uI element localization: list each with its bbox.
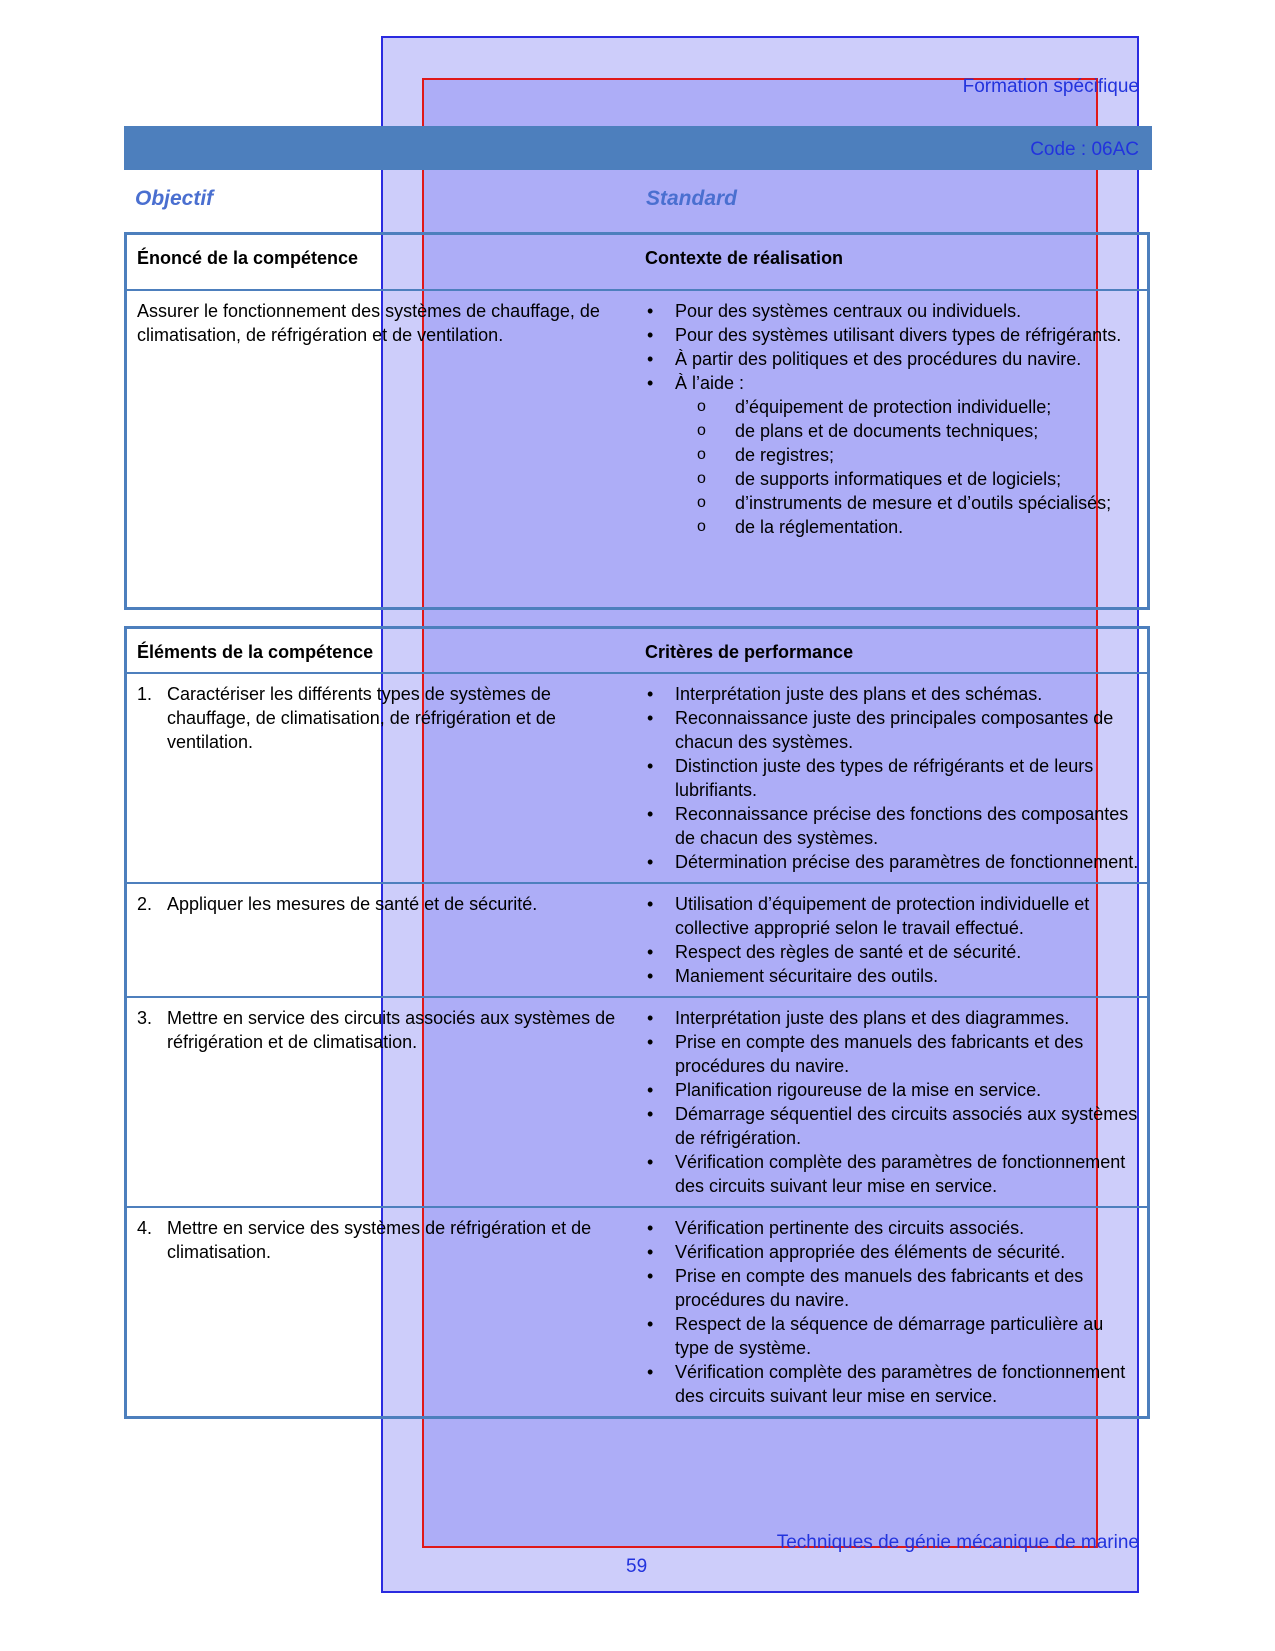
element-cell	[126, 883, 636, 997]
criteria-cell	[635, 997, 1149, 1207]
list-item: • Distinction juste des types de réfrigérants et de leurs lubrifiants.	[645, 754, 1139, 802]
statement-body-row	[126, 290, 1149, 609]
element-text: Mettre en service des circuits associés aux systèmes de réfrigération et de climatisation.	[167, 1008, 616, 1052]
element-cell	[126, 673, 636, 883]
list-item: • Utilisation d’équipement de protection individuelle et collective approprié selon le travail effectué.	[645, 892, 1139, 940]
list-item: • Reconnaissance précise des fonctions des composantes de chacun des systèmes.	[645, 802, 1139, 850]
list-item-text: À l’aide :	[675, 372, 745, 393]
statement-header-row	[126, 234, 1149, 290]
table-row	[126, 997, 1149, 1207]
list-item: • Respect des règles de santé et de sécurité.	[645, 940, 1139, 964]
list-item	[645, 371, 1139, 539]
list-item: • Respect de la séquence de démarrage particulière au type de système.	[645, 1312, 1139, 1360]
sub-list-item: o de plans et de documents techniques;	[697, 419, 1139, 443]
sub-list-item: o de supports informatiques et de logiciels;	[697, 467, 1139, 491]
list-item: • Interprétation juste des plans et des diagrammes.	[645, 1006, 1139, 1030]
list-item: • Démarrage séquentiel des circuits associés aux systèmes de réfrigération.	[645, 1102, 1139, 1150]
criteria-list	[645, 1006, 1139, 1198]
criteria-list	[645, 892, 1139, 988]
page-number: 59	[626, 1556, 648, 1577]
list-item: • Vérification complète des paramètres de fonctionnement des circuits suivant leur mise en service.	[645, 1360, 1139, 1408]
criteria-cell	[635, 1207, 1149, 1418]
element-text: Caractériser les différents types de systèmes de chauffage, de climatisation, de réfrigération et de ventilation.	[167, 684, 556, 752]
context-sublist	[675, 395, 1139, 539]
sub-list-item: o de la réglementation.	[697, 515, 1139, 539]
criteria-list	[645, 1216, 1139, 1408]
statement-table	[124, 232, 1150, 610]
list-item: • À partir des politiques et des procédures du navire.	[645, 347, 1139, 371]
list-item: • Pour des systèmes utilisant divers types de réfrigérants.	[645, 323, 1139, 347]
element-cell	[126, 997, 636, 1207]
statement-col-header: Énoncé de la compétence	[126, 234, 636, 290]
element-number: 1.	[137, 684, 153, 704]
program-title: Techniques de génie mécanique de marine	[776, 1532, 1139, 1553]
title-bar	[124, 126, 1152, 170]
context-col-header: Contexte de réalisation	[635, 234, 1149, 290]
table-row	[126, 1207, 1149, 1418]
element-text: Mettre en service des systèmes de réfrigération et de climatisation.	[167, 1218, 592, 1262]
table-row	[126, 673, 1149, 883]
table-row	[126, 883, 1149, 997]
element-number: 3.	[137, 1008, 153, 1028]
list-item: • Détermination précise des paramètres de fonctionnement.	[645, 850, 1139, 874]
objective-heading: Objectif	[135, 187, 214, 210]
element-number: 4.	[137, 1218, 153, 1238]
list-item: • Interprétation juste des plans et des schémas.	[645, 682, 1139, 706]
list-item: • Vérification pertinente des circuits associés.	[645, 1216, 1139, 1240]
list-item: • Prise en compte des manuels des fabricants et des procédures du navire.	[645, 1030, 1139, 1078]
competency-statement: Assurer le fonctionnement des systèmes de chauffage, de climatisation, de réfrigération et de ventilation.	[126, 290, 636, 609]
criteria-list	[645, 682, 1139, 874]
list-item: • Vérification complète des paramètres de fonctionnement des circuits suivant leur mise en service.	[645, 1150, 1139, 1198]
elements-table	[124, 626, 1150, 1419]
standard-heading: Standard	[646, 187, 738, 210]
sub-list-item: o d’instruments de mesure et d’outils spécialisés;	[697, 491, 1139, 515]
sub-list-item: o de registres;	[697, 443, 1139, 467]
elements-header-row	[126, 628, 1149, 674]
sub-list-item: o d’équipement de protection individuelle;	[697, 395, 1139, 419]
criteria-cell	[635, 673, 1149, 883]
list-item: • Planification rigoureuse de la mise en service.	[645, 1078, 1139, 1102]
list-item: • Prise en compte des manuels des fabricants et des procédures du navire.	[645, 1264, 1139, 1312]
criteria-col-header: Critères de performance	[635, 628, 1149, 674]
competency-code: Code : 06AC	[1030, 139, 1139, 160]
list-item: • Maniement sécuritaire des outils.	[645, 964, 1139, 988]
context-list	[645, 299, 1139, 539]
element-text: Appliquer les mesures de santé et de sécurité.	[167, 894, 538, 914]
criteria-cell	[635, 883, 1149, 997]
elements-col-header: Éléments de la compétence	[126, 628, 636, 674]
element-number: 2.	[137, 894, 153, 914]
list-item: • Reconnaissance juste des principales composantes de chacun des systèmes.	[645, 706, 1139, 754]
list-item: • Pour des systèmes centraux ou individuels.	[645, 299, 1139, 323]
list-item: • Vérification appropriée des éléments de sécurité.	[645, 1240, 1139, 1264]
element-cell	[126, 1207, 636, 1418]
context-cell	[635, 290, 1149, 609]
program-label: Formation spécifique	[962, 76, 1139, 97]
